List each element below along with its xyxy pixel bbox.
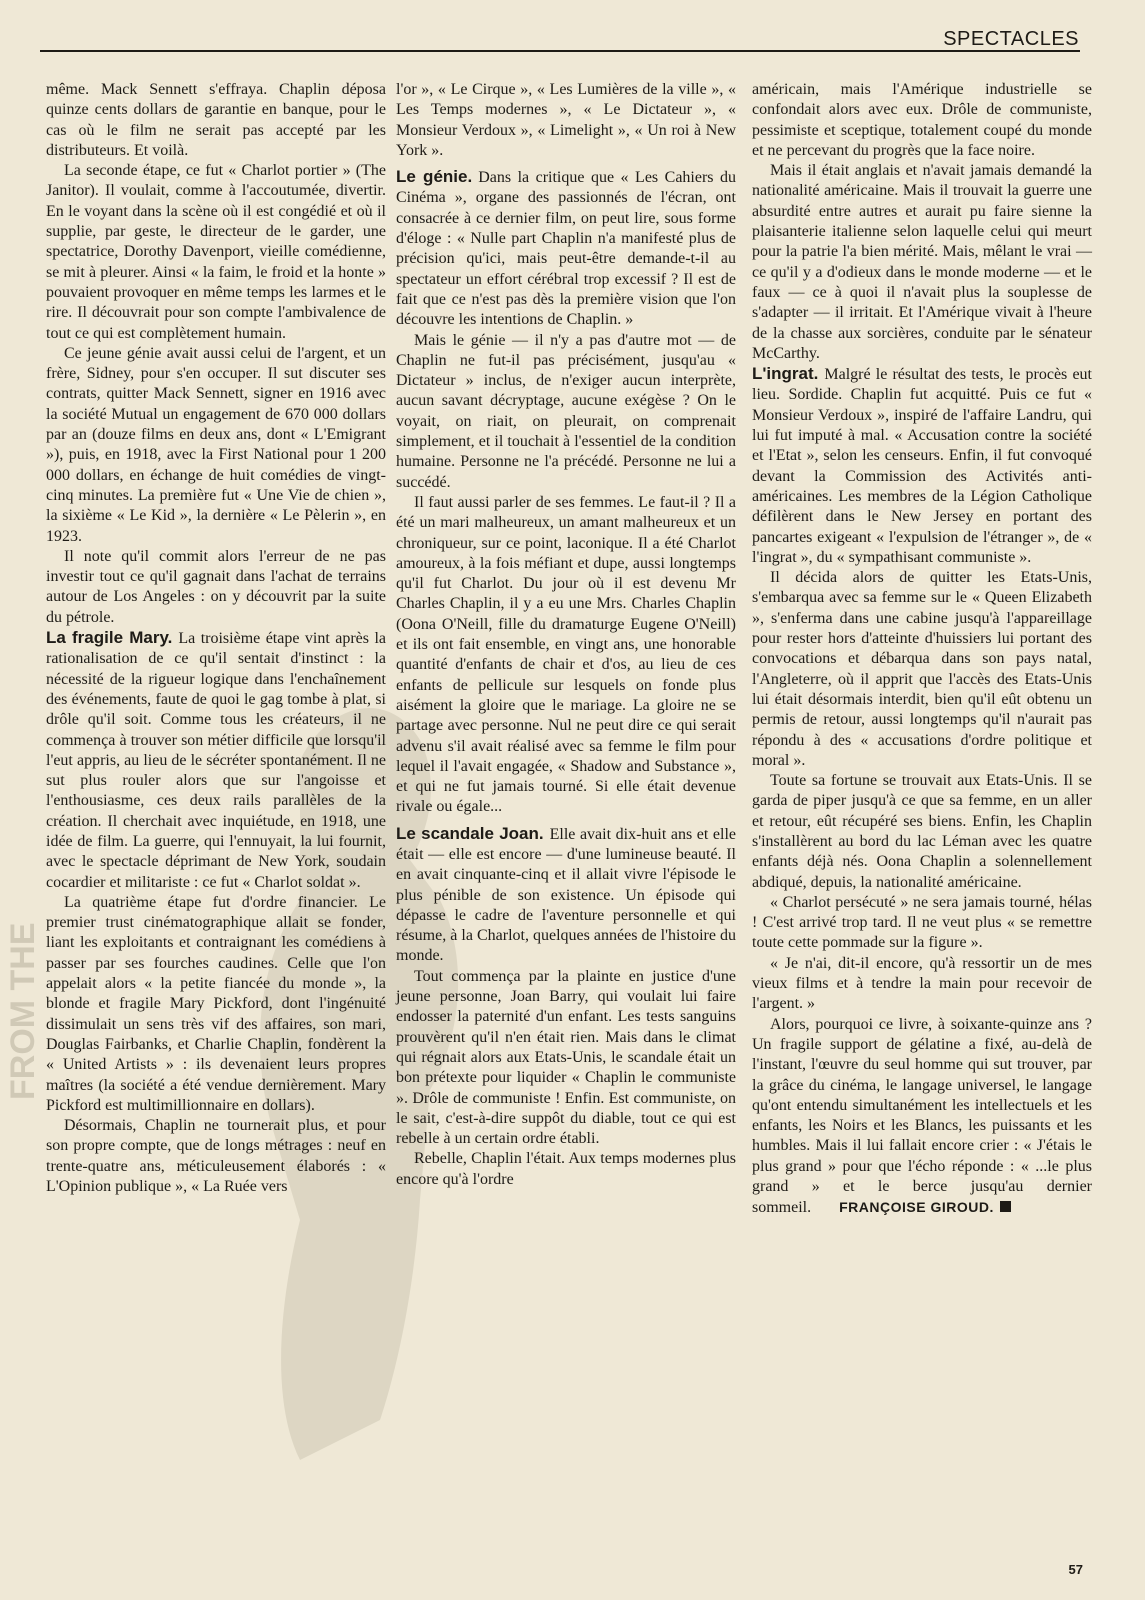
paragraph: Il note qu'il commit alors l'erreur de ne pas investir tout ce qu'il gagnait dans l'achat de terrains autour de Los Angeles : on y découvrit par la suite du pétrole. [46,547,386,626]
paragraph [752,1015,1092,1219]
paragraph-text: Dans la critique que « Les Cahiers du Cinéma », organe des passionnés de l'écran, ont consacrée à ce dernier film, on peut lire, sous forme d'éloge : « Nulle part Chaplin n'a manifesté plus de précision qu'ici, mais peut-être demande-t-il au spectateur un effort cérébral trop excessif ? Il est de fait que ce n'est pas dès la première vision que l'on découvre les intentions de Chaplin. » [396,169,737,329]
paragraph-text: Alors, pourquoi ce livre, à soixante-quinze ans ? Un fragile support de gélatine a fixé, au-delà de l'instant, l'œuvre du seul homme qui sut trouver, par la grâce du cinéma, le langage universel, le langage qu'ont entendu simultanément les intellectuels et les enfants, les Noirs et les Blancs, les puissants et les humbles. Mais il lui fallait encore crier : « J'étais le plus grand » pour que l'écho réponde : « ...le plus grand » et le berce jusqu'au dernier sommeil. [752,1015,1092,1217]
author-signature: FRANÇOISE GIROUD. [839,1199,994,1216]
paragraph: même. Mack Sennett s'effraya. Chaplin déposa quinze cents dollars de garantie en banque, pour le cas où le film ne serait pas accepté par les distributeurs. Et voilà. [46,81,386,159]
paragraph: américain, mais l'Amérique industrielle se confondait alors avec eux. Drôle de communiste, pessimiste et sceptique, totalement coupé du monde et ne percevant du progrès que la face noire. [752,81,1092,159]
paragraph-text: La troisième étape vint après la rationalisation de ce qu'il sentait d'instinct : la nécessité de la rigueur logique dans l'enchaînement des événements, faute de quoi le gag tombe à plat, si drôle qu'il soit. Comme tous les créateurs, il ne commença à trouver son métier difficile que lorsqu'il l'eut appris, au lieu de le sécréter spontanément. Il ne sut plus rouler alors que sur l'angoisse et l'enthousiasme, ces deux rails parallèles de la création. Il cherchait avec inquiétude, en 1918, une idée de film. La guerre, qui l'ennuyait, la lui fournit, avec le spectacle déprimant de New York, soudain cocardier et militariste : ce fut « Charlot soldat ». [46,630,387,891]
paragraph: Toute sa fortune se trouvait aux Etats-Unis. Il se garda de piper jusqu'à ce que sa femme, en un aller et retour, eût récupéré ses biens. Enfin, les Chaplin s'installèrent au bord du lac Léman avec les quatre enfants déjà nés. Oona Chaplin a solennellement abdiqué, depuis, la nationalité américaine. [752,772,1092,891]
paragraph: « Je n'ai, dit-il encore, qu'à ressortir un de mes vieux films et à tendre la main pour recevoir de l'argent. » [752,954,1092,1013]
paragraph: Tout commença par la plainte en justice d'une jeune personne, Joan Barry, qui voulait lui faire endosser la paternité d'un enfant. Les tests sanguins prouvèrent qu'il n'en était rien. Mais dans le climat qui régnait alors aux Etats-Unis, le scandale était un bon prétexte pour liquider « Chaplin le communiste ». Drôle de communiste ! Enfin. Est communiste, on le sait, c'est-à-dire suppôt du diable, tout ce qui est rebelle à un certain ordre établi. [396,967,736,1148]
paragraph: Mais le génie — il n'y a pas d'autre mot — de Chaplin ne fut-il pas précisément, jusqu'au « Dictateur » inclus, de n'exiger aucun interprète, aucun savant décryptage, aucune exégèse ? On le voyait, on riait, on pleurait, on comprenait simplement, et il touchait à l'essentiel de la condition humaine. Personne ne l'a précédé. Personne ne lui a succédé. [396,331,736,491]
subheading: L'ingrat. [752,364,819,384]
section-title: SPECTACLES [943,28,1079,50]
paragraph-text: Elle avait dix-huit ans et elle était — elle est encore — d'une lumineuse beauté. Il en avait cinquante-cinq et il allait vivre l'épisode le plus pénible de son existence. Un épisode qui dépasse le cadre de l'aventure personnelle et qui résume, à la Charlot, quelques années de l'histoire du monde. [396,825,736,965]
subheading: Le scandale Joan. [396,823,544,843]
article-column-1 [46,80,386,1197]
header-rule [40,50,1080,52]
subheading: Le génie. [396,167,473,187]
watermark-text: FROM THE [4,922,42,1100]
article-column-3 [752,80,1092,1219]
paragraph-with-subhead [46,628,386,893]
end-mark-icon [1000,1201,1011,1212]
paragraph: La seconde étape, ce fut « Charlot portier » (The Janitor). Il voulait, comme à l'accoutumée, divertir. En le voyant dans la scène où il est congédié et où il supplie, par geste, le directeur de le garder, une spectatrice, Dorothy Davenport, vieille comédienne, se mit à pleurer. Ainsi « la faim, le froid et la honte » pouvaient provoquer en même temps les larmes et le rire. Il découvrait pour son compte l'ambivalence de tout ce qui est complètement humain. [46,162,386,342]
paragraph-with-subhead [752,364,1092,568]
paragraph: Il faut aussi parler de ses femmes. Le faut-il ? Il a été un mari malheureux, un amant malheureux et un chroniqueur, sur ce point, laconique. Il a été Charlot amoureux, à la fois méfiant et dupe, aussi longtemps qu'il fut Charlot. Du jour où il est devenu Mr Charles Chaplin, il y a eu une Mrs. Charles Chaplin (Oona O'Neill, fille du dramaturge Eugene O'Neill) et ils ont fait ensemble, en vingt ans, une honorable quantité d'enfants de chair et d'os, au lieu de ces enfants de pellicule sur lesquels on fonde plus aisément la gloire que le mariage. La gloire ne se partage avec personne. Nul ne peut dire ce qui serait advenu s'il avait réalisé avec sa femme le film pour lequel il l'avait engagée, « Shadow and Substance », et qui ne fut jamais tourné. Si elle était devenue rivale ou égale... [396,493,736,816]
paragraph: Désormais, Chaplin ne tournerait plus, et pour son propre compte, que de longs métrages : neuf en trente-quatre ans, méticuleusement élaborés : « L'Opinion publique », « La Ruée vers [46,1117,386,1196]
page-number: 57 [1068,1562,1083,1577]
paragraph: Il décida alors de quitter les Etats-Unis, s'embarqua avec sa femme sur le « Queen Elizabeth », s'enferma dans une cabine jusqu'à l'appareillage pour rester hors d'atteinte d'huissiers lui portant des convocations et débarqua dans son pays natal, l'Angleterre, où il apprit que l'accès des Etats-Unis lui était désormais interdit, bien qu'il eût obtenu un permis de retour, aussi longtemps qu'il n'aurait pas répondu à des « accusations d'ordre politique et moral ». [752,569,1092,769]
paragraph: « Charlot persécuté » ne sera jamais tourné, hélas ! C'est arrivé trop tard. Il ne veut plus « se remettre toute cette pommade sur la figure ». [752,893,1092,952]
subheading: La fragile Mary. [46,628,173,648]
paragraph-text: Malgré le résultat des tests, le procès eut lieu. Sordide. Chaplin fut acquitté. Puis ce fut « Monsieur Verdoux », inspiré de l'affaire Landru, qui lui fut imputé à mal. « Accusation contre la société et l'Etat », selon les censeurs. Enfin, il fut convoqué devant la Commission des Activités anti-américaines. Les membres de la Légion Catholique défilèrent dans le New Jersey en portant des pancartes exigeant « l'expulsion de l'étranger », de « l'ingrat », du « sympathisant communiste ». [752,366,1092,566]
paragraph: Rebelle, Chaplin l'était. Aux temps modernes plus encore qu'à l'ordre [396,1150,736,1188]
paragraph: l'or », « Le Cirque », « Les Lumières de la ville », « Les Temps modernes », « Le Dictateur », « Monsieur Verdoux », « Limelight », « Un roi à New York ». [396,81,736,159]
paragraph: La quatrième étape fut d'ordre financier. Le premier trust cinématographique allait se fonder, liant les exploitants et contraignant les comédiens à passer par ses fourches caudines. Celle que l'on appelait alors « la petite fiancée du monde », la blonde et fragile Mary Pickford, dont l'ingénuité dissimulait un sens très vif des affaires, son mari, Douglas Fairbanks, et Charlie Chaplin, fondèrent la « United Artists » : ils devenaient leurs propres maîtres (la société a été vendue dernièrement. Mary Pickford est multimillionnaire en dollars). [46,893,386,1114]
paragraph-with-subhead [396,824,736,967]
article-column-2 [396,80,736,1190]
paragraph: Mais il était anglais et n'avait jamais demandé la nationalité américaine. Mais il trouvait la guerre une absurdité entre autres et aurait pu faire sienne la plaisanterie italienne selon laquelle celui qui meurt pour la patrie l'a bien mérité. Mais, mêlant le vrai — ce qu'il y a d'odieux dans le monde moderne — et le faux — ce à quoi il n'avait plus la souplesse de s'adapter — il irritait. Et l'Amérique vivait à l'heure de la chasse aux sorcières, conduite par le sénateur McCarthy. [752,162,1092,362]
paragraph: Ce jeune génie avait aussi celui de l'argent, et un frère, Sidney, pour s'en occuper. Il sut discuter ses contrats, quitter Mack Sennett, signer en 1916 avec la société Mutual un engagement de 670 000 dollars par an (douze films en deux ans, dont « L'Emigrant »), puis, en 1918, avec la First National pour 1 200 000 dollars, en échange de huit comédies de vingt-cinq minutes. La première fut « Une Vie de chien », la sixième « Le Kid », la dernière « Le Pèlerin », en 1923. [46,344,386,545]
paragraph-with-subhead [396,167,736,330]
